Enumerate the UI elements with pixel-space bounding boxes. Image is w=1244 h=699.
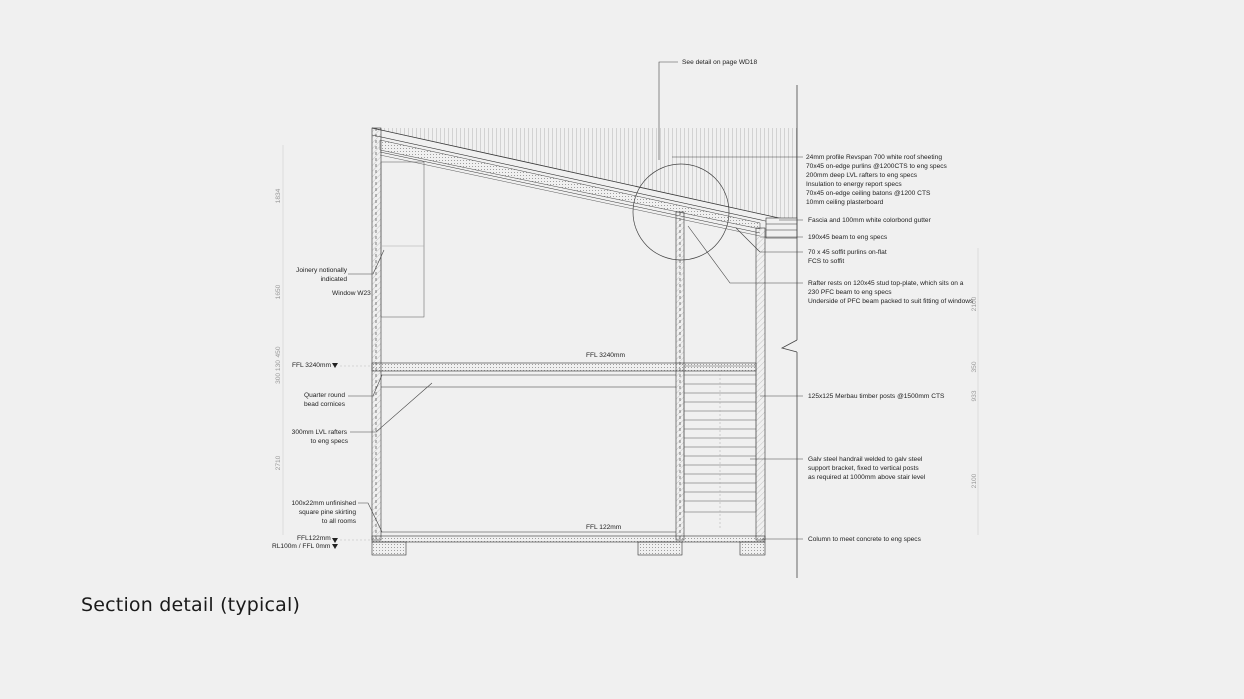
mid-wall xyxy=(676,212,684,540)
note-posts: 125x125 Merbau timber posts @1500mm CTS xyxy=(808,393,945,400)
dim-left-4: 300 130 xyxy=(275,360,282,384)
note-handrail-2: support bracket, fixed to vertical posts xyxy=(808,465,919,472)
dim-right-2: 350 xyxy=(971,361,978,373)
note-roof-2: 70x45 on-edge purlins @1200CTS to eng specs xyxy=(806,163,947,170)
note-column: Column to meet concrete to eng specs xyxy=(808,536,921,543)
left-wall xyxy=(372,128,381,540)
note-skirting-2: square pine skirting xyxy=(298,509,356,516)
note-lvl-1: 300mm LVL rafters xyxy=(291,429,347,436)
note-see-detail: See detail on page WD18 xyxy=(682,59,758,66)
level-rl: RL100m / FFL 0mm xyxy=(272,543,331,550)
dim-left-3: 450 xyxy=(275,346,282,358)
note-roof-6: 10mm ceiling plasterboard xyxy=(806,199,884,206)
note-skirting-1: 100x22mm unfinished xyxy=(291,500,356,507)
dim-left-1: 1834 xyxy=(275,188,282,204)
ground-slab xyxy=(372,532,765,555)
note-joinery-1: Joinery notionally xyxy=(296,267,347,274)
dim-right-4: 2100 xyxy=(971,473,978,489)
note-rafter-2: 230 PFC beam to eng specs xyxy=(808,289,892,296)
note-window: Window W23 xyxy=(332,290,371,297)
note-roof-4: Insulation to energy report specs xyxy=(806,181,902,188)
note-rafter-1: Rafter rests on 120x45 stud top-plate, which sits on a xyxy=(808,280,964,287)
level-ffl-upper-mid: FFL 3240mm xyxy=(586,352,625,359)
note-handrail-1: Galv steel handrail welded to galv steel xyxy=(808,456,923,463)
note-joinery-2: indicated xyxy=(320,276,347,283)
window-w23 xyxy=(381,162,424,317)
note-handrail-3: as required at 1000mm above stair level xyxy=(808,474,926,481)
dim-right-3: 933 xyxy=(971,390,978,402)
note-skirting-3: to all rooms xyxy=(321,518,356,525)
dim-left-2: 1650 xyxy=(275,284,282,300)
right-post xyxy=(756,228,765,540)
level-ffl-lower-left: FFL122mm xyxy=(297,535,331,542)
note-fascia: Fascia and 100mm white colorbond gutter xyxy=(808,217,931,224)
dim-left-5: 2710 xyxy=(275,455,282,471)
note-cornice-2: bead cornices xyxy=(303,401,345,408)
note-lvl-2: to eng specs xyxy=(310,438,348,445)
page-caption: Section detail (typical) xyxy=(81,594,301,616)
stair xyxy=(684,366,756,530)
note-roof-3: 200mm deep LVL rafters to eng specs xyxy=(806,172,918,179)
level-ffl-upper-left: FFL 3240mm xyxy=(292,362,331,369)
note-soffit-1: 70 x 45 soffit purlins on-flat xyxy=(808,249,887,256)
note-roof-1: 24mm profile Revspan 700 white roof sheeting xyxy=(806,154,942,161)
note-soffit-2: FCS to soffit xyxy=(808,258,845,265)
note-rafter-3: Underside of PFC beam packed to suit fitting of windows xyxy=(808,298,974,305)
level-ffl-lower-mid: FFL 122mm xyxy=(586,524,622,531)
dim-right-1: 2100 xyxy=(971,296,978,312)
note-cornice-1: Quarter round xyxy=(303,392,345,399)
fascia-gutter xyxy=(766,218,797,238)
note-beam: 190x45 beam to eng specs xyxy=(808,234,888,241)
note-roof-5: 70x45 on-edge ceiling batons @1200 CTS xyxy=(806,190,931,197)
